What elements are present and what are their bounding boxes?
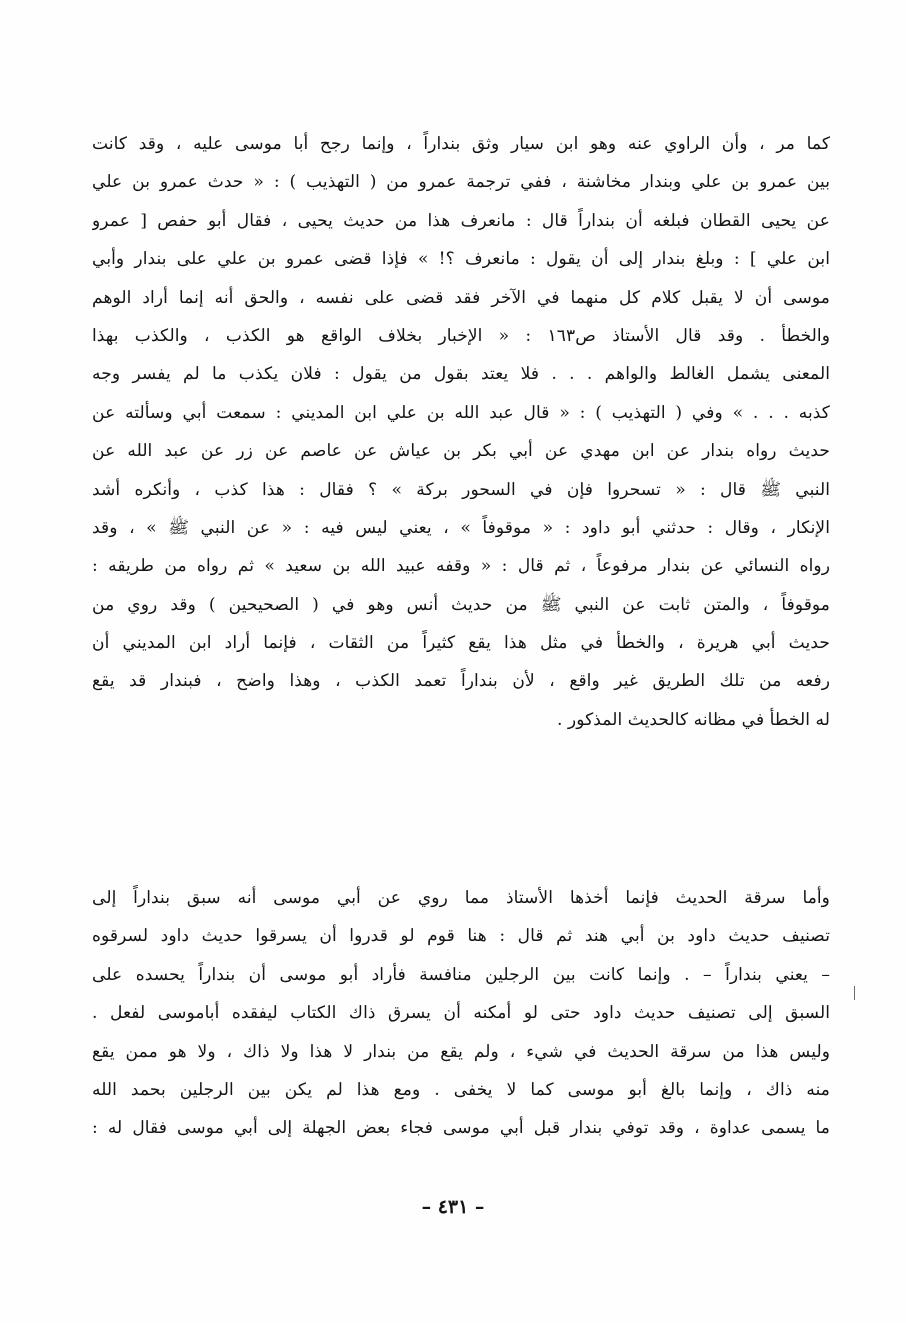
text-line: موقوفاً ، والمتن ثابت عن النبي ﷺ من حديث أنس وهو في ( الصحيحين ) وقد روي من bbox=[92, 594, 830, 615]
paragraph-1 bbox=[92, 125, 830, 739]
text-line: وأما سرقة الحديث فإنما أخذها الأستاذ مما روي عن أبي موسى أنه سبق بنداراً إلى bbox=[92, 888, 830, 908]
text-line: حديث رواه بندار عن ابن مهدي عن أبي بكر بن عياش عن عاصم عن زر عن عبد الله عن bbox=[92, 441, 830, 462]
text-line: وليس هذا من سرقة الحديث في شيء ، ولم يقع من بندار لا هذا ولا ذاك ، ولا هو ممن يقع bbox=[92, 1041, 830, 1062]
text-line: – يعني بنداراً – . وإنما كانت بين الرجلين منافسة فأراد أبو موسى أن بنداراً يحسده على bbox=[92, 964, 830, 985]
text-line: ما يسمى عداوة ، وقد توفي بندار قبل أبي موسى فجاء بعض الجهلة إلى أبي موسى فقال له : bbox=[92, 1118, 830, 1139]
paragraph-2 bbox=[92, 879, 830, 1148]
text-line: ابن علي ] : وبلغ بندار إلى أن يقول : مانعرف ؟! » فإذا قضى عمرو بن علي على بندار وأبي bbox=[92, 249, 830, 270]
text-line: منه ذاك ، وإنما بالغ أبو موسى كما لا يخفى . ومع هذا لم يكن بين الرجلين بحمد الله bbox=[92, 1079, 830, 1100]
text-line: النبي ﷺ قال : « تسحروا فإن في السحور بركة » ؟ فقال : هذا كذب ، وأنكره أشد bbox=[92, 479, 830, 500]
text-line: موسى أن لا يقبل كلام كل منهما في الآخر فقد قضى على نفسه ، والحق أنه إنما أراد الوهم bbox=[92, 287, 830, 308]
text-line: عن يحيى القطان فبلغه أن بنداراً قال : مانعرف هذا من حديث يحيى ، فقال أبو حفص [ عمرو bbox=[92, 210, 830, 231]
text-line: رواه النسائي عن بندار مرفوعاً ، ثم قال : « وقفه عبيد الله بن سعيد » ثم رواه من طريقه : bbox=[92, 556, 830, 577]
text-line: المعنى يشمل الغالط والواهم . . . فلا يعتد بقول من يقول : فلان يكذب ما لم يفسر وجه bbox=[92, 364, 830, 385]
text-line: كذبه . . . » وفي ( التهذيب ) : « قال عبد الله بن علي ابن المديني : سمعت أبي وسألته عن bbox=[92, 402, 830, 423]
text-line: رفعه من تلك الطريق غير واقع ، لأن بنداراً تعمد الكذب ، وهذا واضح ، فبندار قد يقع bbox=[92, 671, 830, 692]
text-line: تصنيف حديث داود بن أبي هند ثم قال : هنا قوم لو قدروا أن يسرقوا حديث داود لسرقوه bbox=[92, 926, 830, 947]
text-line: كما مر ، وأن الراوي عنه وهو ابن سيار وثق بنداراً ، وإنما رجح أبا موسى عليه ، وقد كانت bbox=[92, 134, 830, 154]
text-line: والخطأ . وقد قال الأستاذ ص١٦٣ : « الإخبار بخلاف الواقع هو الكذب ، والكذب بهذا bbox=[92, 325, 830, 346]
text-line: الإنكار ، وقال : حدثني أبو داود : « موقوفاً » ، يعني ليس فيه : « عن النبي ﷺ » ، وقد bbox=[92, 517, 830, 538]
text-line: حديث أبي هريرة ، والخطأ في مثل هذا يقع كثيراً من الثقات ، فإنما أراد ابن المديني أن bbox=[92, 633, 830, 654]
page-number: – ٤٣١ – bbox=[421, 1196, 485, 1218]
margin-mark bbox=[854, 986, 855, 1000]
text-line: له الخطأ في مظانه كالحديث المذكور . bbox=[557, 709, 830, 730]
text-line: بين عمرو بن علي وبندار مخاشنة ، ففي ترجمة عمرو من ( التهذيب ) : « حدث عمرو بن علي bbox=[92, 172, 830, 193]
text-line: السبق إلى تصنيف حديث داود حتى لو أمكنه أن يسرق ذاك الكتاب ليفقده أباموسى لفعل . bbox=[92, 1003, 830, 1024]
